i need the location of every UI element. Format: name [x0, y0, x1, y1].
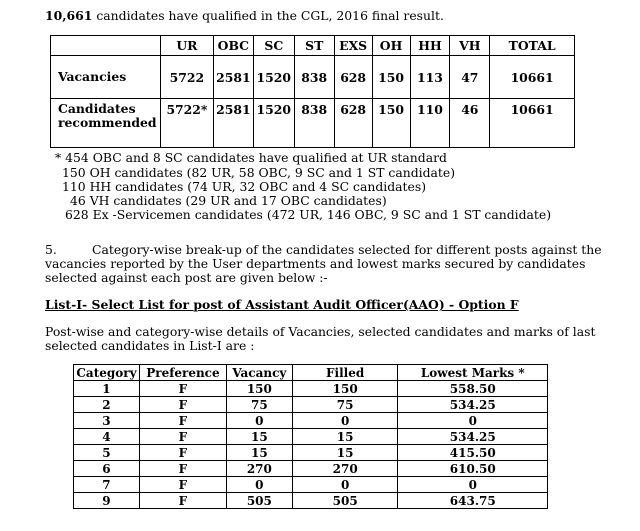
marks-header-cell: Lowest Marks *	[398, 365, 548, 381]
section-number: 5.	[45, 242, 57, 257]
table-cell: 1	[74, 381, 140, 397]
table-row	[74, 397, 548, 413]
summary-header-cell: ST	[294, 36, 334, 56]
table-cell: 2	[74, 397, 140, 413]
table-cell: 15	[226, 445, 292, 461]
footnote: * 454 OBC and 8 SC candidates have qualified at UR standard	[55, 150, 447, 165]
table-cell: 505	[292, 493, 398, 509]
table-cell: 505	[226, 493, 292, 509]
table-cell: 150	[292, 381, 398, 397]
qualified-count: 10,661	[45, 8, 93, 23]
table-cell: 9	[74, 493, 140, 509]
summary-header-cell: UR	[160, 36, 213, 56]
table-cell: 534.25	[398, 429, 548, 445]
summary-row-vacancies	[51, 56, 575, 99]
summary-header-cell: SC	[253, 36, 294, 56]
table-row	[74, 461, 548, 477]
table-cell: 4	[74, 429, 140, 445]
table-cell: 628	[334, 56, 372, 99]
table-cell: F	[139, 397, 226, 413]
summary-table	[50, 35, 575, 148]
table-row	[74, 493, 548, 509]
table-cell: 5722	[160, 56, 213, 99]
table-cell: F	[139, 493, 226, 509]
table-cell: 643.75	[398, 493, 548, 509]
table-cell: 610.50	[398, 461, 548, 477]
list-heading	[45, 297, 519, 312]
table-cell: F	[139, 413, 226, 429]
table-cell: 75	[292, 397, 398, 413]
list-heading-prefix: List-I-	[45, 297, 88, 312]
summary-header-cell: HH	[410, 36, 450, 56]
table-cell: 838	[294, 99, 334, 148]
table-cell: 0	[226, 413, 292, 429]
table-row	[74, 413, 548, 429]
table-cell: 5722*	[160, 99, 213, 148]
table-cell: 270	[292, 461, 398, 477]
summary-header-row	[51, 36, 575, 56]
table-cell: 110	[410, 99, 450, 148]
table-row	[74, 477, 548, 493]
table-cell: 10661	[490, 99, 575, 148]
table-cell: 1520	[253, 56, 294, 99]
table-row	[74, 381, 548, 397]
table-cell: 5	[74, 445, 140, 461]
table-cell: 46	[450, 99, 490, 148]
table-cell: 415.50	[398, 445, 548, 461]
summary-header-cell: TOTAL	[490, 36, 575, 56]
marks-header-cell: Vacancy	[226, 365, 292, 381]
row-label-line1: Candidates	[58, 101, 136, 116]
table-cell: 113	[410, 56, 450, 99]
section-text: Category-wise break-up of the candidates selected for different posts against the	[92, 242, 602, 257]
table-cell: 150	[372, 56, 410, 99]
list-heading-title: Select List for post of Assistant Audit Officer(AAO) - Option F	[87, 297, 519, 312]
row-label: Vacancies	[51, 56, 161, 99]
table-cell: 0	[398, 413, 548, 429]
table-cell: 1520	[253, 99, 294, 148]
table-cell: 7	[74, 477, 140, 493]
marks-table	[73, 364, 548, 509]
marks-header-cell: Category	[74, 365, 140, 381]
table-cell: 0	[398, 477, 548, 493]
table-cell: 270	[226, 461, 292, 477]
table-cell: 838	[294, 56, 334, 99]
marks-header-row	[74, 365, 548, 381]
intro-text: candidates have qualified in the CGL, 2016 final result.	[92, 8, 444, 23]
row-label	[51, 99, 161, 148]
section-text: vacancies reported by the User departments and lowest marks secured by candidates	[45, 256, 586, 271]
table-row	[74, 445, 548, 461]
summary-header-cell: EXS	[334, 36, 372, 56]
footnote: 46 VH candidates (29 UR and 17 OBC candidates)	[70, 193, 387, 208]
table-cell: 3	[74, 413, 140, 429]
table-cell: 75	[226, 397, 292, 413]
summary-header-cell	[51, 36, 161, 56]
table-cell: 47	[450, 56, 490, 99]
footnote: 150 OH candidates (82 UR, 58 OBC, 9 SC and 1 ST candidate)	[62, 165, 456, 180]
table-cell: F	[139, 445, 226, 461]
summary-header-cell: VH	[450, 36, 490, 56]
table-cell: 534.25	[398, 397, 548, 413]
section-text: selected against each post are given below :-	[45, 270, 328, 285]
table-cell: 558.50	[398, 381, 548, 397]
table-cell: 0	[226, 477, 292, 493]
marks-header-cell: Filled	[292, 365, 398, 381]
table-row	[74, 429, 548, 445]
table-cell: F	[139, 477, 226, 493]
table-cell: 2581	[213, 56, 253, 99]
table-cell: 628	[334, 99, 372, 148]
table-cell: 15	[292, 445, 398, 461]
table-cell: 150	[226, 381, 292, 397]
intro-line	[45, 8, 444, 23]
summary-header-cell: OH	[372, 36, 410, 56]
table-cell: 15	[226, 429, 292, 445]
marks-header-cell: Preference	[139, 365, 226, 381]
row-label-line2: recommended	[58, 115, 157, 130]
table-cell: 0	[292, 413, 398, 429]
table-cell: 150	[372, 99, 410, 148]
table-cell: 0	[292, 477, 398, 493]
post-description: Post-wise and category-wise details of Vacancies, selected candidates and marks of last	[45, 324, 596, 339]
summary-row-recommended	[51, 99, 575, 148]
table-cell: 6	[74, 461, 140, 477]
table-cell: 15	[292, 429, 398, 445]
table-cell: F	[139, 461, 226, 477]
footnote: 628 Ex -Servicemen candidates (472 UR, 146 OBC, 9 SC and 1 ST candidate)	[65, 207, 552, 222]
table-cell: 2581	[213, 99, 253, 148]
summary-header-cell: OBC	[213, 36, 253, 56]
footnote: 110 HH candidates (74 UR, 32 OBC and 4 SC candidates)	[62, 179, 427, 194]
table-cell: 10661	[490, 56, 575, 99]
table-cell: F	[139, 381, 226, 397]
post-description: selected candidates in List-I are :	[45, 338, 255, 353]
table-cell: F	[139, 429, 226, 445]
